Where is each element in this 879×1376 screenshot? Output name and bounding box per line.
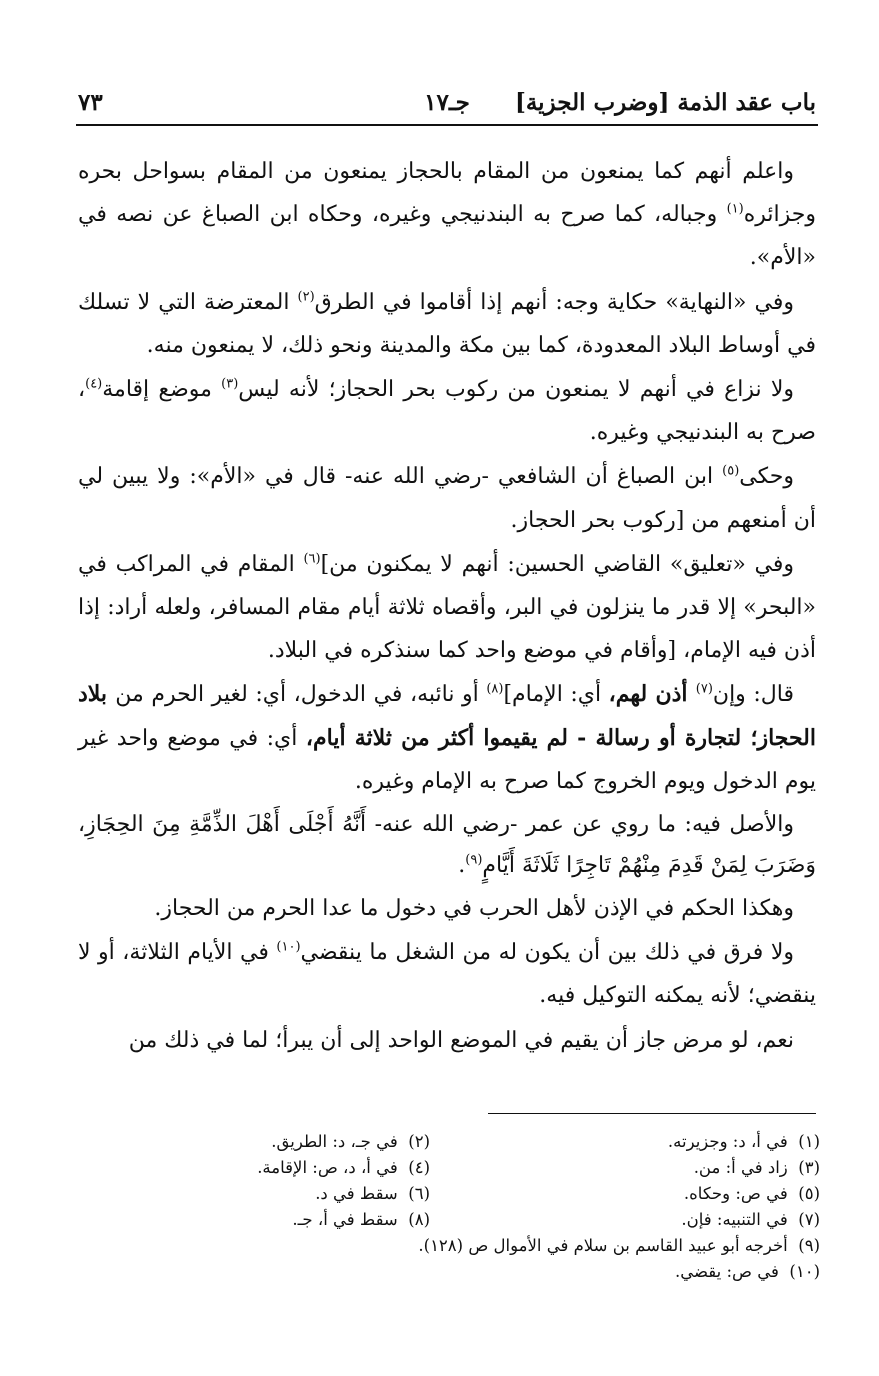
- paragraph: وحكى$^{(٥)}$ ابن الصباغ أن الشافعي -رضي الله عنه- قال في «الأم»: ولا يبين لي أن أمنعهم من [ركوب بحر الحجاز.: [78, 464, 816, 533]
- paragraph: ولا فرق في ذلك بين أن يكون له من الشغل ما ينقضي$^{(١٠)}$ في الأيام الثلاثة، أو لا ينقضي؛ لأنه يمكنه التوكيل فيه.: [78, 939, 816, 1009]
- footnote-item: (٢) في جـ، د: الطريق.: [271, 1131, 430, 1151]
- footnote-ref: (٢): [297, 289, 315, 305]
- footnote-item: (١) في أ، د: وجزيرته.: [667, 1131, 820, 1151]
- paragraph: وفي «النهاية» حكاية وجه: أنهم إذا أقاموا في الطرق$^{(٢)}$ المعترضة التي لا تسلك في أوساط البلاد المعدودة، كما بين مكة والمدينة ونحو ذلك، لا يمنعون منه.: [78, 289, 816, 358]
- header-divider: [76, 124, 818, 126]
- footnote-ref: (٤): [85, 376, 103, 392]
- footnotes: [60, 1128, 820, 1284]
- paragraph: وهكذا الحكم في الإذن لأهل الحرب في دخول ما عدا الحرم من الحجاز.: [154, 896, 794, 922]
- footnote-item: (٤) في أ، د، ص: الإقامة.: [257, 1157, 430, 1177]
- running-header: [78, 82, 816, 122]
- paragraph: قال: وإن$^{(٧)}$ أذن لهم، أي: الإمام]$^{(٨)}$ أو نائبه، في الدخول، أي: لغير الحرم من بلاد الحجاز؛ لتجارة أو رسالة - لم يقيموا أكثر من ثلاثة أيام، أي: في موضع واحد غير يوم الدخول ويوم الخروج كما صرح به الإمام وغيره.: [78, 681, 816, 794]
- paragraph: وفي «تعليق» القاضي الحسين: أنهم لا يمكنون من]$^{(٦)}$ المقام في المراكب في «البحر» إلا قدر ما ينزلون في البر، وأقصاه ثلاثة أيام مقام المسافر، ولعله أراد: إذا أذن فيه الإمام، [وأقام في موضع واحد كما سنذكره في البلاد.: [78, 551, 816, 664]
- footnote-ref: (٥): [722, 464, 740, 480]
- footnote-item: (٦) سقط في د.: [315, 1183, 430, 1203]
- paragraph: نعم، لو مرض جاز أن يقيم في الموضع الواحد إلى أن يبرأ؛ لما في ذلك من: [128, 1027, 794, 1053]
- footnote-ref: (٧): [695, 682, 713, 698]
- chapter-title: باب عقد الذمة [وضرب الجزية]: [514, 88, 816, 116]
- paragraph: واعلم أنهم كما يمنعون من المقام بالحجاز يمنعون من المقام بسواحل بحره وجزائره$^{(١)}$ وجباله، كما صرح به البندنيجي وغيره، وحكاه ابن الصباغ عن نصه في «الأم».: [78, 159, 816, 271]
- main-text: [78, 150, 816, 1063]
- footnote-ref: (١٠): [276, 939, 301, 955]
- footnote-item: (١٠) في ص: يقضي.: [675, 1261, 820, 1281]
- footnote-item: (٣) زاد في أ: من.: [693, 1157, 820, 1177]
- footnote-item: (٨) سقط في أ، جـ.: [292, 1209, 430, 1229]
- footnote-item: (٧) في التنبيه: فإن.: [681, 1209, 820, 1229]
- page-number: ٧٣: [78, 88, 103, 116]
- paragraph: والأصل فيه: ما روي عن عمر -رضي الله عنه- أَنَّهُ أَجْلَى أَهْلَ الذِّمَّةِ مِنَ الحِجَازِ، وَضَرَبَ لِمَنْ قَدِمَ مِنْهُمْ تَاجِرًا ثَلَاثَةَ أَيَّامٍ$^{(٩)}$.: [78, 812, 816, 879]
- footnote-item: (٩) أخرجه أبو عبيد القاسم بن سلام في الأموال ص (١٢٨).: [418, 1235, 820, 1255]
- footnote-ref: (٣): [221, 376, 239, 392]
- footnote-ref: (٨): [486, 682, 504, 698]
- footnote-ref: (٩): [465, 852, 483, 868]
- paragraph: ولا نزاع في أنهم لا يمنعون من ركوب بحر الحجاز؛ لأنه ليس$^{(٣)}$ موضع إقامة$^{(٤)}$، صرح به البندنيجي وغيره.: [78, 376, 816, 446]
- footnote-ref: (٦): [303, 551, 321, 567]
- footnote-divider: [488, 1113, 816, 1114]
- footnote-ref: (١): [726, 201, 744, 217]
- volume-label: جـ١٧: [424, 88, 470, 116]
- footnote-item: (٥) في ص: وحكاه.: [683, 1183, 820, 1203]
